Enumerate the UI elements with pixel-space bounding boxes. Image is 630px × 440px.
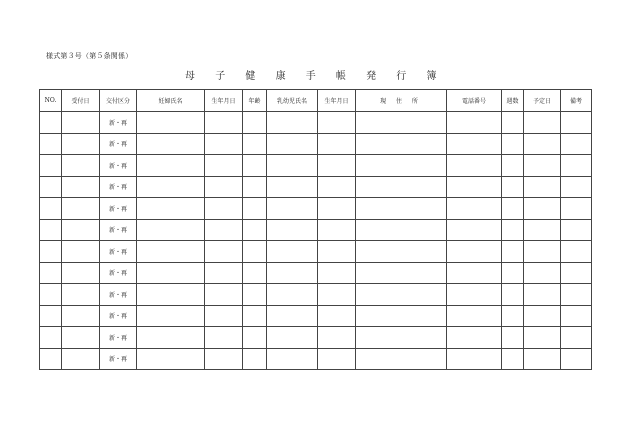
cell-mother-name [137,112,205,134]
cell-address [356,176,447,198]
cell-remarks [561,155,592,177]
cell-reception-date [62,133,100,155]
cell-age [243,112,267,134]
column-header-due-date: 予定日 [524,90,561,112]
cell-weeks [502,241,524,263]
cell-address [356,155,447,177]
cell-infant-name [267,133,318,155]
cell-mother-birthdate [205,219,243,241]
cell-remarks [561,112,592,134]
cell-age [243,133,267,155]
cell-address [356,112,447,134]
column-header-infant-birthdate: 生年月日 [318,90,356,112]
column-header-mother-birthdate: 生年月日 [205,90,243,112]
cell-mother-birthdate [205,176,243,198]
cell-phone [447,284,502,306]
cell-mother-birthdate [205,348,243,370]
cell-reception-date [62,112,100,134]
column-header-phone: 電話番号 [447,90,502,112]
cell-address [356,284,447,306]
cell-infant-name [267,262,318,284]
cell-weeks [502,327,524,349]
cell-age [243,262,267,284]
cell-mother-name [137,155,205,177]
table-row [40,219,592,241]
cell-due-date [524,155,561,177]
cell-infant-birthdate [318,284,356,306]
cell-age [243,155,267,177]
cell-reception-date [62,327,100,349]
cell-no [40,262,62,284]
cell-issue-type: 新・再 [100,284,137,306]
cell-due-date [524,219,561,241]
cell-mother-birthdate [205,133,243,155]
table-row [40,241,592,263]
cell-infant-birthdate [318,327,356,349]
table-row [40,327,592,349]
form-number-label: 様式第３号（第５条関係） [46,52,133,60]
cell-infant-name [267,327,318,349]
cell-phone [447,176,502,198]
cell-due-date [524,262,561,284]
cell-mother-birthdate [205,198,243,220]
cell-no [40,112,62,134]
cell-no [40,284,62,306]
cell-reception-date [62,176,100,198]
column-header-issue-type: 交付区分 [100,90,137,112]
cell-mother-birthdate [205,262,243,284]
cell-mother-name [137,348,205,370]
cell-mother-name [137,198,205,220]
cell-no [40,133,62,155]
cell-issue-type: 新・再 [100,348,137,370]
cell-phone [447,219,502,241]
cell-address [356,219,447,241]
cell-due-date [524,176,561,198]
cell-weeks [502,112,524,134]
header-row [40,90,592,112]
cell-issue-type: 新・再 [100,327,137,349]
cell-weeks [502,133,524,155]
cell-remarks [561,241,592,263]
cell-weeks [502,284,524,306]
cell-reception-date [62,241,100,263]
cell-infant-birthdate [318,262,356,284]
column-header-mother-name: 妊婦氏名 [137,90,205,112]
cell-mother-birthdate [205,284,243,306]
cell-infant-name [267,219,318,241]
cell-issue-type: 新・再 [100,262,137,284]
cell-infant-name [267,198,318,220]
cell-remarks [561,348,592,370]
cell-issue-type: 新・再 [100,241,137,263]
cell-weeks [502,198,524,220]
cell-age [243,348,267,370]
table-row [40,262,592,284]
cell-due-date [524,241,561,263]
column-header-weeks: 週数 [502,90,524,112]
cell-infant-birthdate [318,348,356,370]
cell-no [40,155,62,177]
column-header-infant-name: 乳幼児氏名 [267,90,318,112]
cell-phone [447,305,502,327]
cell-no [40,176,62,198]
cell-no [40,327,62,349]
column-header-age: 年齢 [243,90,267,112]
cell-remarks [561,133,592,155]
cell-infant-birthdate [318,155,356,177]
cell-address [356,327,447,349]
cell-remarks [561,198,592,220]
column-header-remarks: 備考 [561,90,592,112]
cell-phone [447,112,502,134]
cell-address [356,241,447,263]
cell-issue-type: 新・再 [100,176,137,198]
cell-due-date [524,327,561,349]
cell-mother-name [137,241,205,263]
cell-mother-name [137,327,205,349]
cell-mother-birthdate [205,155,243,177]
column-header-no: NO. [40,90,62,112]
table-row [40,176,592,198]
cell-due-date [524,133,561,155]
cell-phone [447,348,502,370]
cell-reception-date [62,219,100,241]
table-row [40,305,592,327]
register-body [40,112,592,370]
cell-mother-name [137,176,205,198]
cell-issue-type: 新・再 [100,305,137,327]
cell-infant-name [267,284,318,306]
cell-age [243,284,267,306]
cell-phone [447,241,502,263]
cell-age [243,198,267,220]
cell-infant-birthdate [318,305,356,327]
cell-infant-name [267,112,318,134]
cell-remarks [561,262,592,284]
document-title: 母 子 健 康 手 帳 発 行 簿 [185,71,445,82]
cell-infant-birthdate [318,133,356,155]
cell-issue-type: 新・再 [100,112,137,134]
cell-mother-birthdate [205,241,243,263]
cell-infant-name [267,348,318,370]
cell-phone [447,133,502,155]
cell-infant-name [267,305,318,327]
column-header-reception-date: 受付日 [62,90,100,112]
cell-weeks [502,262,524,284]
cell-phone [447,262,502,284]
cell-weeks [502,219,524,241]
cell-issue-type: 新・再 [100,133,137,155]
cell-no [40,219,62,241]
cell-address [356,198,447,220]
cell-mother-name [137,284,205,306]
cell-remarks [561,284,592,306]
cell-mother-birthdate [205,327,243,349]
cell-infant-birthdate [318,219,356,241]
cell-mother-name [137,219,205,241]
cell-remarks [561,176,592,198]
cell-infant-birthdate [318,112,356,134]
cell-remarks [561,219,592,241]
table-row [40,284,592,306]
cell-reception-date [62,262,100,284]
table-row [40,112,592,134]
cell-age [243,241,267,263]
cell-due-date [524,112,561,134]
cell-age [243,305,267,327]
cell-weeks [502,155,524,177]
cell-remarks [561,327,592,349]
cell-no [40,348,62,370]
cell-no [40,198,62,220]
cell-due-date [524,348,561,370]
cell-reception-date [62,284,100,306]
cell-due-date [524,198,561,220]
column-header-address: 現 住 所 [356,90,447,112]
cell-reception-date [62,155,100,177]
register-table [39,89,592,370]
cell-infant-name [267,241,318,263]
cell-remarks [561,305,592,327]
cell-due-date [524,305,561,327]
cell-address [356,133,447,155]
cell-no [40,305,62,327]
cell-phone [447,155,502,177]
cell-infant-name [267,176,318,198]
cell-weeks [502,305,524,327]
cell-address [356,348,447,370]
cell-weeks [502,348,524,370]
cell-no [40,241,62,263]
table-row [40,155,592,177]
cell-mother-birthdate [205,305,243,327]
cell-phone [447,327,502,349]
cell-age [243,327,267,349]
cell-due-date [524,284,561,306]
cell-infant-birthdate [318,176,356,198]
cell-issue-type: 新・再 [100,198,137,220]
cell-mother-name [137,262,205,284]
table-row [40,133,592,155]
cell-reception-date [62,305,100,327]
cell-age [243,219,267,241]
cell-mother-name [137,305,205,327]
table-row [40,198,592,220]
cell-reception-date [62,348,100,370]
table-row [40,348,592,370]
cell-mother-name [137,133,205,155]
cell-issue-type: 新・再 [100,219,137,241]
cell-mother-birthdate [205,112,243,134]
cell-address [356,305,447,327]
cell-issue-type: 新・再 [100,155,137,177]
cell-reception-date [62,198,100,220]
cell-address [356,262,447,284]
cell-infant-name [267,155,318,177]
cell-infant-birthdate [318,198,356,220]
cell-infant-birthdate [318,241,356,263]
cell-phone [447,198,502,220]
cell-age [243,176,267,198]
cell-weeks [502,176,524,198]
